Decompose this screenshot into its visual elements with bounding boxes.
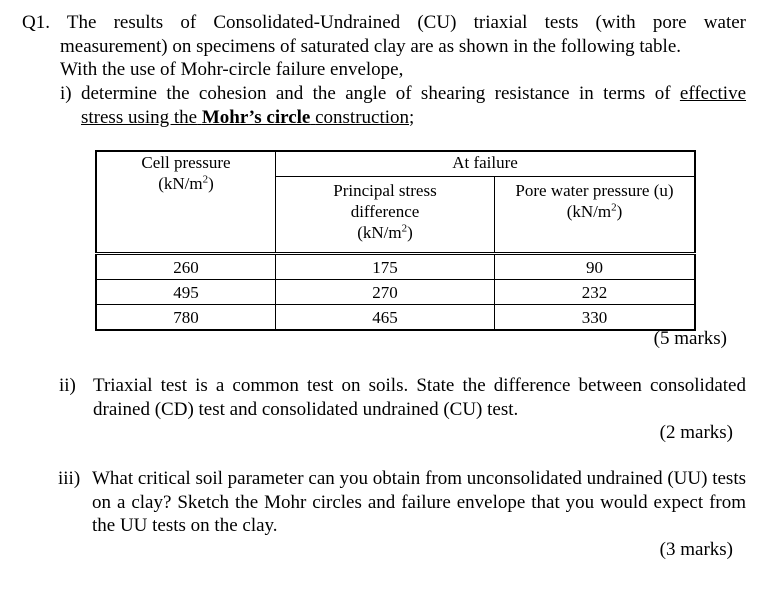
table-row [96, 254, 695, 280]
question-line-3: With the use of Mohr-circle failure envelope, [60, 59, 404, 80]
cell-pressure-value: 260 [96, 254, 276, 280]
cell-pressure-value: 780 [96, 305, 276, 331]
principal-stress-value: 465 [276, 305, 495, 331]
part-i [60, 82, 746, 129]
part-ii-marks: (2 marks) [659, 422, 733, 443]
part-i-effective: effective [679, 83, 747, 104]
pore-water-value: 90 [495, 254, 696, 280]
header-pore-water: Pore water pressure (u) $(kN/m^2)$ [495, 177, 696, 254]
part-iii-label: iii) [58, 468, 81, 489]
header-principal-stress: Principal stress difference $(kN/m^2)$ [276, 177, 495, 254]
part-iii [58, 467, 746, 538]
part-i-text: determine the cohesion and the angle of shearing resistance in terms of [80, 83, 671, 104]
pore-water-value: 232 [495, 280, 696, 305]
header-at-failure: At failure [276, 151, 696, 177]
principal-stress-value: 270 [276, 280, 495, 305]
question-intro [22, 11, 746, 82]
question-number: Q1. [22, 12, 50, 33]
part-ii [59, 374, 746, 421]
part-i-stress-using: stress using the [81, 106, 198, 128]
cell-pressure-value: 495 [96, 280, 276, 305]
part-ii-label: ii) [59, 375, 76, 396]
part-ii-text: Triaxial test is a common test on soils. State the difference between consolidated drained (CD) test and consolidated undrained (CU) test. [93, 375, 746, 420]
principal-stress-value: 175 [276, 254, 495, 280]
table-header-row [96, 151, 695, 177]
table-row [96, 280, 695, 305]
header-cell-pressure: Cell pressure $(kN/m^2)$ [96, 151, 276, 254]
question-line-1: The results of Consolidated-Undrained (CU) triaxial tests (with pore water [66, 12, 746, 33]
part-iii-marks: (3 marks) [659, 539, 733, 560]
question-line-2: measurement) on specimens of saturated clay are as shown in the following table. [60, 35, 681, 57]
table-row [96, 305, 695, 331]
part-i-label: i) [60, 83, 72, 104]
pore-water-value: 330 [495, 305, 696, 331]
part-i-mohr-circle: Mohr’s circle [201, 106, 311, 128]
part-i-marks: (5 marks) [653, 328, 727, 349]
results-table [95, 150, 696, 331]
part-iii-text: What critical soil parameter can you obtain from unconsolidated undrained (UU) tests on a clay? Sketch the Mohr circles and failure envelope that you would expect from the UU tests on the clay. [92, 468, 746, 536]
part-i-construction: construction; [315, 106, 415, 128]
